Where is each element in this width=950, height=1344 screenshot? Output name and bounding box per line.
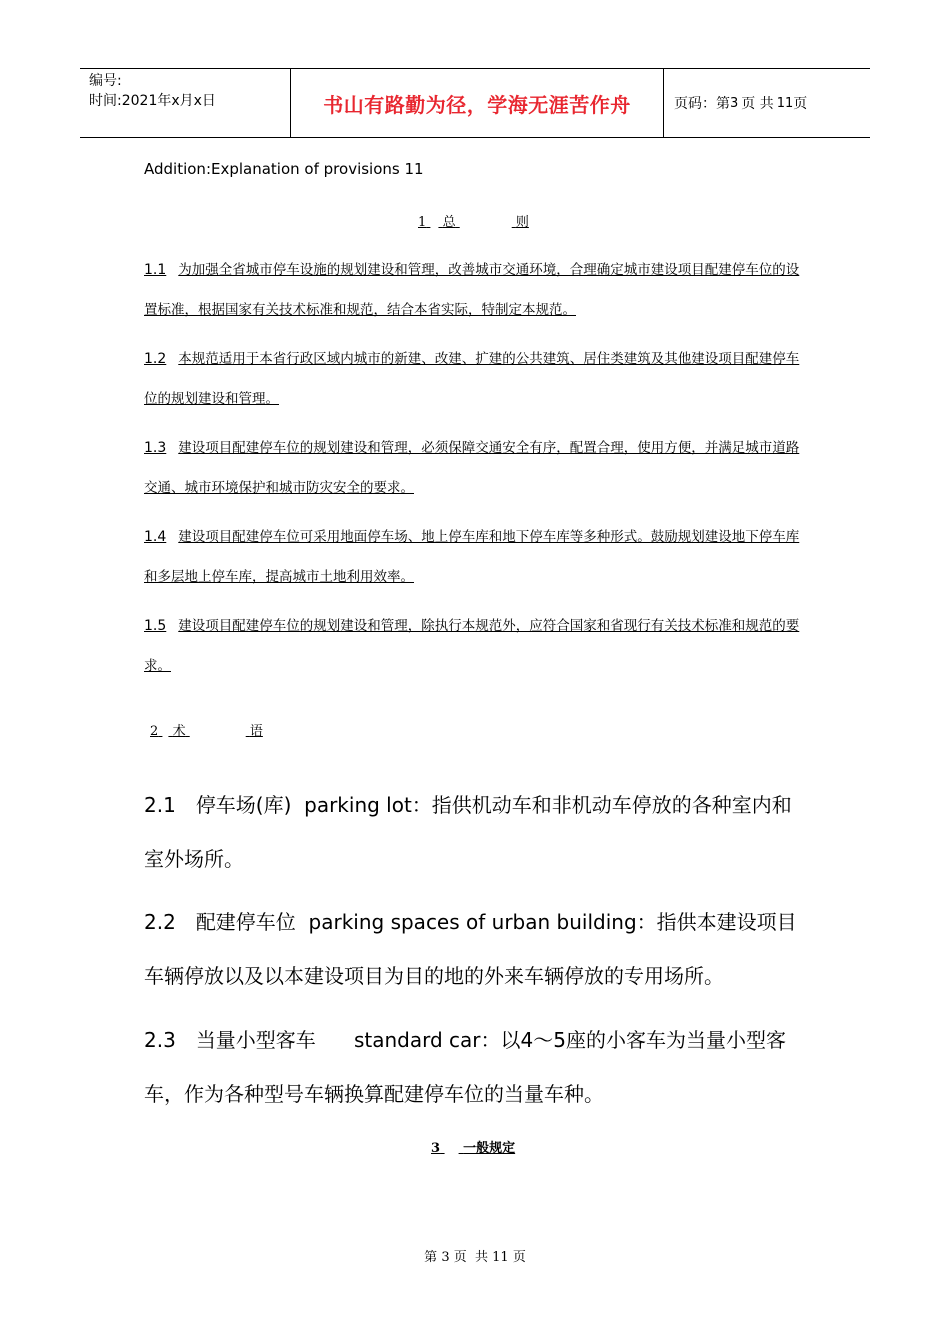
clause-number: 1.5: [144, 618, 167, 634]
clause-text: 建设项目配建停车位的规划建设和管理，除执行本规范外，应符合国家和省现行有关技术标准和规范的要求。: [144, 618, 800, 674]
section-1-title: [418, 211, 529, 230]
term-text: 配建停车位 parking spaces of urban building：指供本建设项目车辆停放以及以本建设项目为目的地的外来车辆停放的专用场所。: [144, 910, 797, 988]
clause-number: 1.4: [144, 529, 167, 545]
footer-prefix: 第: [424, 1250, 438, 1265]
clause-text: 建设项目配建停车位的规划建设和管理，必须保障交通安全有序，配置合理，使用方便，并满足城市道路交通、城市环境保护和城市防灾安全的要求。: [144, 440, 800, 496]
page-suffix: 页: [793, 96, 808, 112]
term-number: 2.3: [144, 1028, 176, 1052]
section-1-num: 1: [418, 215, 427, 230]
term-2-2: [144, 895, 809, 1003]
section-1-title-b: 则: [515, 215, 529, 230]
footer-middle: 页 共: [453, 1250, 488, 1265]
page-current: 3: [730, 95, 739, 111]
term-2-3: [144, 1013, 809, 1121]
time-label: 时间:: [89, 93, 122, 109]
section-3-title-text: 一般规定: [463, 1141, 516, 1156]
section-1-title-a: 总: [442, 215, 456, 230]
section-2-num: 2: [150, 724, 159, 739]
header-page-info: [664, 69, 870, 137]
footer-suffix: 页: [512, 1250, 526, 1265]
section-2-title: [150, 720, 263, 739]
clause-1-5: [144, 606, 809, 686]
clause-number: 1.1: [144, 262, 167, 278]
footer-current: 3: [441, 1250, 450, 1265]
term-text: 当量小型客车 standard car：以4～5座的小客车为当量小型客车，作为各种型号车辆换算配建停车位的当量车种。: [144, 1028, 786, 1106]
clause-1-3: [144, 428, 809, 508]
page-header: [80, 68, 870, 138]
page-total: 11: [776, 95, 794, 111]
section-3-num: 3: [431, 1141, 441, 1156]
term-text: 停车场(库) parking lot：指供机动车和非机动车停放的各种室内和室外场所。: [144, 793, 792, 871]
time-value: 2021年x月x日: [121, 93, 216, 109]
clause-number: 1.3: [144, 440, 167, 456]
footer-total: 11: [492, 1250, 509, 1265]
clause-1-2: [144, 339, 809, 419]
page-prefix: 页码：第: [674, 96, 730, 112]
addition-line: Addition:Explanation of provisions 11: [144, 160, 424, 178]
serial-label: 编号:: [89, 73, 122, 89]
header-meta: [80, 69, 291, 137]
page-middle: 页 共: [741, 96, 774, 112]
section-3-title: [431, 1137, 515, 1156]
term-number: 2.1: [144, 793, 176, 817]
term-2-1: [144, 778, 809, 886]
term-number: 2.2: [144, 910, 176, 934]
page-footer: [0, 1246, 950, 1265]
clause-number: 1.2: [144, 351, 167, 367]
clause-1-1: [144, 250, 809, 330]
section-2-title-a: 术: [172, 724, 186, 739]
header-motto: 书山有路勤为径，学海无涯苦作舟: [291, 69, 664, 137]
clause-text: 建设项目配建停车位可采用地面停车场、地上停车库和地下停车库等多种形式。鼓励规划建设地下停车库和多层地上停车库，提高城市土地利用效率。: [144, 529, 800, 585]
clause-1-4: [144, 517, 809, 597]
clause-text: 为加强全省城市停车设施的规划建设和管理，改善城市交通环境，合理确定城市建设项目配建停车位的设置标准，根据国家有关技术标准和规范，结合本省实际，特制定本规范。: [144, 262, 800, 318]
section-2-title-b: 语: [249, 724, 263, 739]
clause-text: 本规范适用于本省行政区域内城市的新建、改建、扩建的公共建筑、居住类建筑及其他建设项目配建停车位的规划建设和管理。: [144, 351, 800, 407]
time-line: [89, 91, 290, 111]
